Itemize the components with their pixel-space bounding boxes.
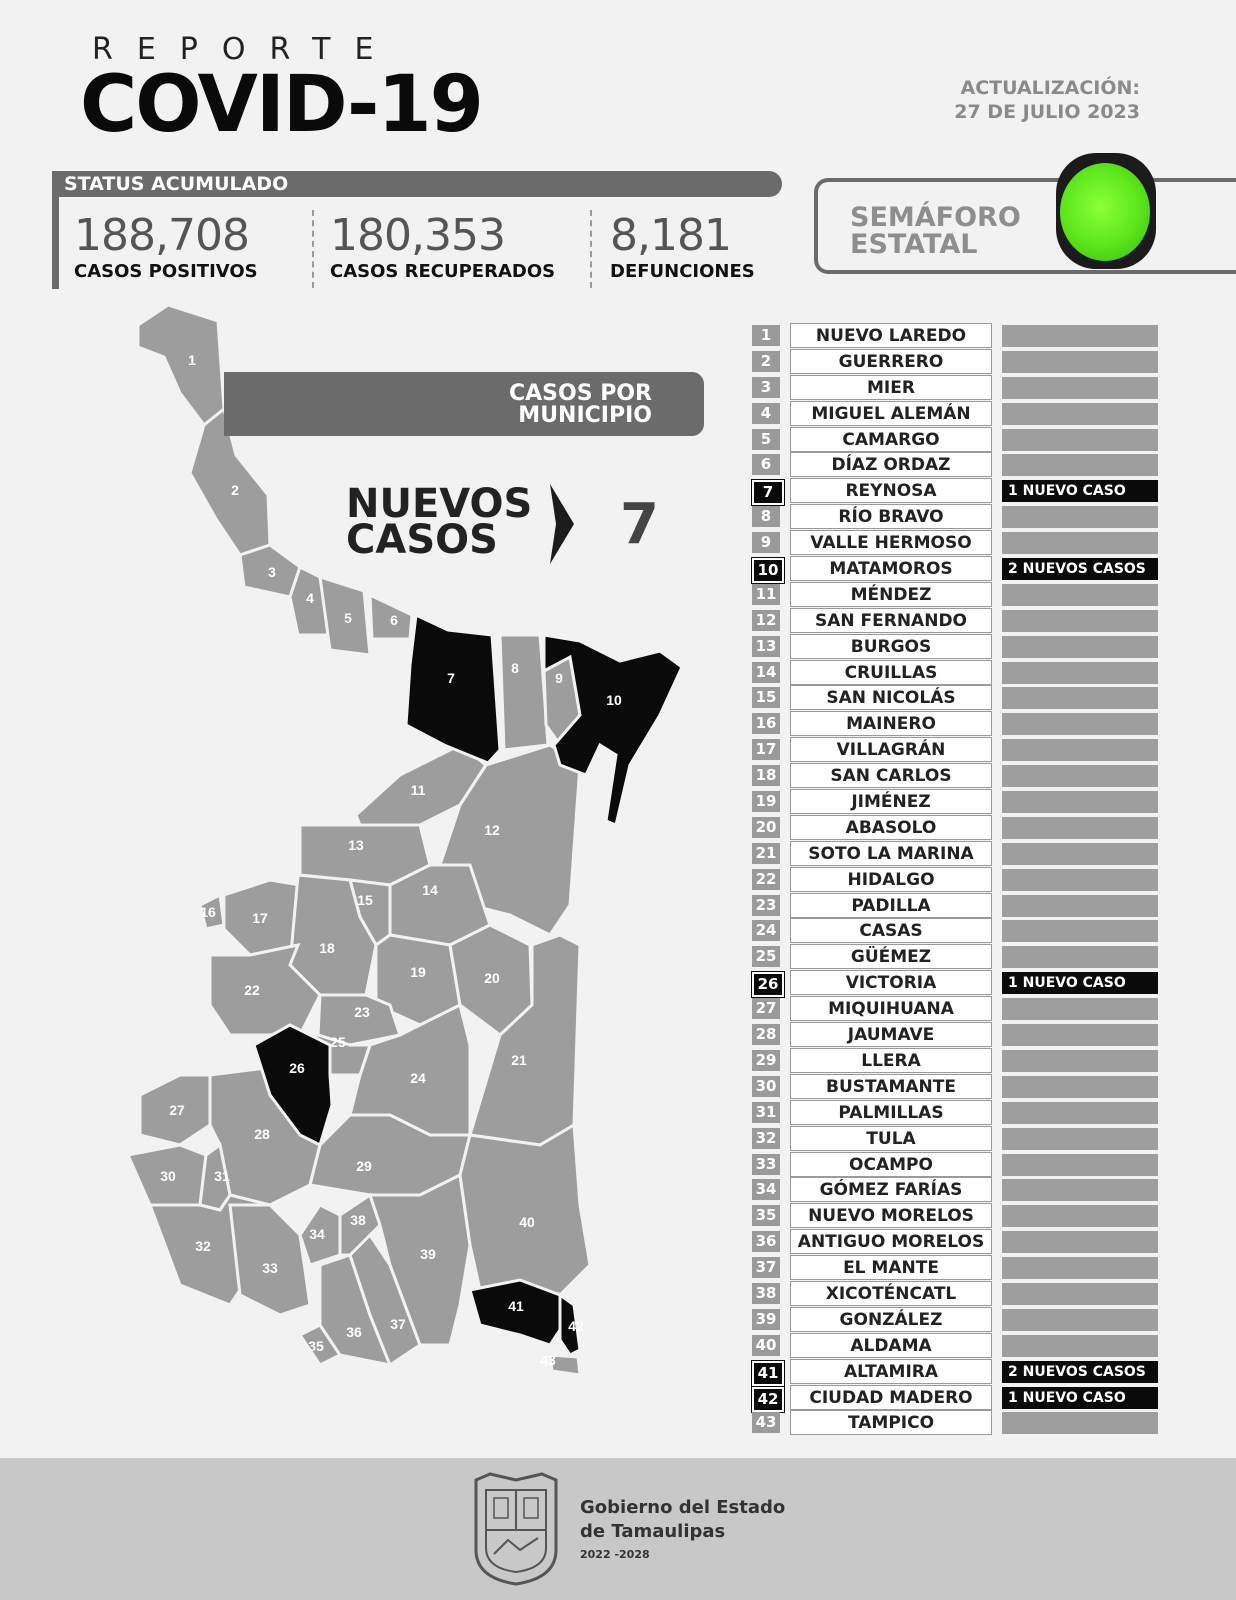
municipio-name: REYNOSA — [790, 478, 992, 503]
map-label-12: 12 — [484, 822, 500, 838]
map-label-34: 34 — [309, 1226, 325, 1242]
semaforo-line2: ESTATAL — [850, 229, 978, 260]
state-seal-icon — [470, 1470, 562, 1588]
municipio-number: 13 — [752, 636, 780, 657]
map-label-27: 27 — [169, 1102, 185, 1118]
map-label-3: 3 — [268, 564, 276, 580]
municipio-name: ABASOLO — [790, 815, 992, 840]
municipio-cases — [1002, 1283, 1158, 1305]
municipio-cases — [1002, 713, 1158, 735]
table-row — [752, 452, 1162, 478]
municipio-cases — [1002, 584, 1158, 606]
municipio-cases: 2 NUEVOS CASOS — [1002, 1361, 1158, 1383]
table-row — [752, 504, 1162, 530]
municipio-name: SAN CARLOS — [790, 763, 992, 788]
table-row — [752, 608, 1162, 634]
map-label-13: 13 — [348, 837, 364, 853]
municipio-cases — [1002, 739, 1158, 761]
municipio-cases — [1002, 1154, 1158, 1176]
municipio-number: 28 — [752, 1024, 780, 1045]
municipio-number: 10 — [752, 558, 784, 583]
municipio-cases — [1002, 946, 1158, 968]
municipio-number: 7 — [752, 480, 784, 505]
municipio-name: TAMPICO — [790, 1410, 992, 1435]
municipio-cases — [1002, 454, 1158, 476]
map-label-31: 31 — [214, 1168, 230, 1184]
nuevos-line2: CASOS — [346, 517, 498, 563]
municipio-name: ALTAMIRA — [790, 1359, 992, 1384]
table-row — [752, 1100, 1162, 1126]
table-row — [752, 530, 1162, 556]
municipio-name: MIER — [790, 375, 992, 400]
municipio-number: 34 — [752, 1179, 780, 1200]
table-row — [752, 1229, 1162, 1255]
map-label-17: 17 — [252, 910, 268, 926]
municipio-number: 31 — [752, 1102, 780, 1123]
municipio-name: LLERA — [790, 1048, 992, 1073]
map-label-35: 35 — [308, 1338, 324, 1354]
municipio-name: CRUILLAS — [790, 660, 992, 685]
table-row — [752, 893, 1162, 919]
table-row — [752, 685, 1162, 711]
municipio-name: PADILLA — [790, 893, 992, 918]
map-label-39: 39 — [420, 1246, 436, 1262]
municipio-cases: 1 NUEVO CASO — [1002, 972, 1158, 994]
stat-defunciones — [610, 210, 755, 282]
municipio-number: 29 — [752, 1050, 780, 1071]
table-row — [752, 323, 1162, 349]
municipio-number: 33 — [752, 1154, 780, 1175]
municipio-number: 3 — [752, 377, 780, 398]
table-row — [752, 1281, 1162, 1307]
table-row — [752, 789, 1162, 815]
tamaulipas-map — [120, 305, 720, 1405]
government-years: 2022 -2028 — [580, 1548, 650, 1561]
municipio-name: GÜÉMEZ — [790, 944, 992, 969]
municipio-name: XICOTÉNCATL — [790, 1281, 992, 1306]
municipio-number: 27 — [752, 998, 780, 1019]
municipio-name: CAMARGO — [790, 427, 992, 452]
municipio-name: MIGUEL ALEMÁN — [790, 401, 992, 426]
map-label-30: 30 — [160, 1168, 176, 1184]
banner-line2: MUNICIPIO — [518, 403, 652, 428]
report-label: REPORTE — [92, 32, 398, 67]
map-label-16: 16 — [200, 904, 216, 920]
stat-defunciones-value: 8,181 — [610, 210, 731, 261]
semaforo-label — [850, 204, 1021, 258]
municipio-cases — [1002, 1231, 1158, 1253]
municipio-cases — [1002, 1257, 1158, 1279]
table-row — [752, 660, 1162, 686]
municipio-cases — [1002, 1102, 1158, 1124]
nuevos-line1: NUEVOS — [346, 481, 533, 527]
municipio-cases — [1002, 662, 1158, 684]
stat-recuperados-value: 180,353 — [330, 210, 505, 261]
stat-defunciones-label: DEFUNCIONES — [610, 261, 755, 282]
municipio-number: 11 — [752, 584, 780, 605]
municipio-cases: 1 NUEVO CASO — [1002, 1387, 1158, 1409]
table-row — [752, 1359, 1162, 1385]
municipio-cases — [1002, 403, 1158, 425]
municipio-name: HIDALGO — [790, 867, 992, 892]
municipio-cases — [1002, 377, 1158, 399]
gov-line1: Gobierno del Estado — [580, 1497, 786, 1518]
map-label-11: 11 — [410, 782, 426, 798]
municipio-number: 26 — [752, 972, 784, 997]
table-row — [752, 1048, 1162, 1074]
table-row — [752, 815, 1162, 841]
table-row — [752, 996, 1162, 1022]
table-row — [752, 401, 1162, 427]
municipio-cases — [1002, 765, 1158, 787]
map-label-2: 2 — [231, 482, 239, 498]
map-label-5: 5 — [344, 610, 352, 626]
municipio-number: 14 — [752, 662, 780, 683]
municipio-number: 5 — [752, 429, 780, 450]
municipio-name: JAUMAVE — [790, 1022, 992, 1047]
municipio-number: 19 — [752, 791, 780, 812]
municipio-name: TULA — [790, 1126, 992, 1151]
municipio-name: ALDAMA — [790, 1333, 992, 1358]
municipio-cases — [1002, 1050, 1158, 1072]
municipio-number: 17 — [752, 739, 780, 760]
municipio-number: 12 — [752, 610, 780, 631]
municipio-number: 32 — [752, 1128, 780, 1149]
map-label-21: 21 — [511, 1052, 527, 1068]
stat-recuperados-label: CASOS RECUPERADOS — [330, 261, 556, 282]
nuevos-casos-label — [346, 481, 533, 563]
municipio-number: 21 — [752, 843, 780, 864]
municipio-name: GUERRERO — [790, 349, 992, 374]
table-row — [752, 1255, 1162, 1281]
municipio-name: EL MANTE — [790, 1255, 992, 1280]
update-info — [954, 76, 1140, 124]
update-date: 27 DE JULIO 2023 — [954, 101, 1140, 123]
map-label-1: 1 — [188, 352, 196, 368]
municipio-cases — [1002, 636, 1158, 658]
map-label-32: 32 — [195, 1238, 211, 1254]
table-row — [752, 1022, 1162, 1048]
map-region-8 — [500, 635, 548, 750]
municipio-cases — [1002, 1412, 1158, 1434]
table-row — [752, 1410, 1162, 1436]
stat-recuperados — [330, 210, 555, 282]
municipio-cases — [1002, 1128, 1158, 1150]
table-row — [752, 763, 1162, 789]
map-label-9: 9 — [555, 670, 563, 686]
municipio-cases — [1002, 895, 1158, 917]
municipio-name: BURGOS — [790, 634, 992, 659]
municipio-number: 30 — [752, 1076, 780, 1097]
table-row — [752, 1307, 1162, 1333]
municipio-number: 4 — [752, 403, 780, 424]
municipio-number: 18 — [752, 765, 780, 786]
municipio-cases — [1002, 610, 1158, 632]
municipio-name: JIMÉNEZ — [790, 789, 992, 814]
stat-positivos-value: 188,708 — [74, 210, 249, 261]
table-row — [752, 1385, 1162, 1411]
map-label-8: 8 — [511, 660, 519, 676]
municipio-number: 16 — [752, 713, 780, 734]
table-row — [752, 556, 1162, 582]
municipio-cases — [1002, 1179, 1158, 1201]
table-row — [752, 634, 1162, 660]
banner-line1: CASOS POR — [509, 381, 652, 406]
municipios-table — [752, 323, 1162, 1436]
municipio-cases — [1002, 998, 1158, 1020]
table-row — [752, 841, 1162, 867]
gov-line2: de Tamaulipas — [580, 1521, 726, 1542]
stat-positivos-label: CASOS POSITIVOS — [74, 261, 258, 282]
municipio-number: 36 — [752, 1231, 780, 1252]
municipio-number: 23 — [752, 895, 780, 916]
map-region-1 — [138, 305, 224, 425]
municipio-name: ANTIGUO MORELOS — [790, 1229, 992, 1254]
government-name — [580, 1496, 785, 1544]
map-label-4: 4 — [306, 590, 314, 606]
table-row — [752, 582, 1162, 608]
municipio-number: 41 — [752, 1361, 784, 1386]
municipio-name: BUSTAMANTE — [790, 1074, 992, 1099]
municipio-cases — [1002, 1076, 1158, 1098]
map-label-40: 40 — [519, 1214, 535, 1230]
table-row — [752, 349, 1162, 375]
municipio-number: 35 — [752, 1205, 780, 1226]
municipio-cases — [1002, 920, 1158, 942]
map-label-24: 24 — [410, 1070, 426, 1086]
municipio-name: DÍAZ ORDAZ — [790, 452, 992, 477]
municipio-name: SOTO LA MARINA — [790, 841, 992, 866]
map-label-37: 37 — [390, 1316, 406, 1332]
municipio-name: CASAS — [790, 918, 992, 943]
table-row — [752, 1333, 1162, 1359]
municipio-cases — [1002, 791, 1158, 813]
municipio-number: 38 — [752, 1283, 780, 1304]
municipio-number: 9 — [752, 532, 780, 553]
map-label-19: 19 — [410, 964, 426, 980]
map-label-36: 36 — [346, 1324, 362, 1340]
table-row — [752, 867, 1162, 893]
municipio-number: 1 — [752, 325, 780, 346]
municipio-cases — [1002, 843, 1158, 865]
municipio-name: SAN FERNANDO — [790, 608, 992, 633]
municipio-number: 25 — [752, 946, 780, 967]
municipio-cases — [1002, 506, 1158, 528]
municipio-number: 2 — [752, 351, 780, 372]
map-label-6: 6 — [390, 612, 398, 628]
municipio-number: 8 — [752, 506, 780, 527]
table-row — [752, 427, 1162, 453]
municipio-name: NUEVO LAREDO — [790, 323, 992, 348]
table-row — [752, 1126, 1162, 1152]
municipio-number: 43 — [752, 1412, 780, 1433]
map-label-41: 41 — [508, 1298, 524, 1314]
municipio-name: NUEVO MORELOS — [790, 1203, 992, 1228]
municipio-cases — [1002, 325, 1158, 347]
map-label-15: 15 — [357, 892, 373, 908]
municipio-name: VICTORIA — [790, 970, 992, 995]
table-row — [752, 1203, 1162, 1229]
table-row — [752, 375, 1162, 401]
municipio-number: 22 — [752, 869, 780, 890]
update-label: ACTUALIZACIÓN: — [960, 77, 1140, 99]
map-label-42: 42 — [568, 1318, 584, 1334]
table-row — [752, 1152, 1162, 1178]
status-bar: STATUS ACUMULADO — [52, 171, 782, 197]
chevron-right-icon — [550, 484, 574, 564]
municipio-name: PALMILLAS — [790, 1100, 992, 1125]
municipio-name: MAINERO — [790, 711, 992, 736]
municipio-name: SAN NICOLÁS — [790, 685, 992, 710]
municipio-name: GONZÁLEZ — [790, 1307, 992, 1332]
table-row — [752, 711, 1162, 737]
municipio-name: RÍO BRAVO — [790, 504, 992, 529]
map-label-22: 22 — [244, 982, 260, 998]
municipio-name: GÓMEZ FARÍAS — [790, 1177, 992, 1202]
traffic-light-green-icon — [1060, 163, 1150, 261]
map-label-10: 10 — [606, 692, 622, 708]
map-label-20: 20 — [484, 970, 500, 986]
table-row — [752, 918, 1162, 944]
municipio-number: 15 — [752, 687, 780, 708]
casos-por-municipio-banner — [224, 372, 704, 436]
municipio-cases — [1002, 532, 1158, 554]
map-label-14: 14 — [422, 882, 438, 898]
municipio-number: 37 — [752, 1257, 780, 1278]
municipio-cases — [1002, 817, 1158, 839]
municipio-cases — [1002, 351, 1158, 373]
stat-divider — [312, 210, 314, 288]
municipio-number: 42 — [752, 1387, 784, 1412]
municipio-name: MATAMOROS — [790, 556, 992, 581]
map-label-38: 38 — [350, 1212, 366, 1228]
table-row — [752, 970, 1162, 996]
municipio-cases — [1002, 1309, 1158, 1331]
municipio-name: OCAMPO — [790, 1152, 992, 1177]
municipio-number: 6 — [752, 454, 780, 475]
map-label-28: 28 — [254, 1126, 270, 1142]
table-row — [752, 944, 1162, 970]
municipio-number: 24 — [752, 920, 780, 941]
table-row — [752, 478, 1162, 504]
page-title: COVID-19 — [80, 60, 482, 150]
stat-positivos — [74, 210, 258, 282]
semaforo-line1: SEMÁFORO — [850, 202, 1021, 233]
municipio-cases — [1002, 1205, 1158, 1227]
municipio-name: MÉNDEZ — [790, 582, 992, 607]
map-label-26: 26 — [289, 1060, 305, 1076]
municipio-cases — [1002, 1335, 1158, 1357]
municipio-cases — [1002, 1024, 1158, 1046]
map-region-40 — [460, 1125, 590, 1295]
municipio-name: CIUDAD MADERO — [790, 1385, 992, 1410]
stat-divider — [590, 210, 592, 288]
map-label-29: 29 — [356, 1158, 372, 1174]
municipio-cases — [1002, 429, 1158, 451]
municipio-number: 39 — [752, 1309, 780, 1330]
map-label-23: 23 — [354, 1004, 370, 1020]
map-region-7 — [406, 615, 500, 763]
table-row — [752, 1074, 1162, 1100]
municipio-cases — [1002, 869, 1158, 891]
municipio-number: 20 — [752, 817, 780, 838]
table-row — [752, 737, 1162, 763]
table-row — [752, 1177, 1162, 1203]
map-label-7: 7 — [447, 670, 455, 686]
map-label-18: 18 — [319, 940, 335, 956]
municipio-name: VALLE HERMOSO — [790, 530, 992, 555]
map-label-43: 43 — [540, 1352, 556, 1368]
municipio-number: 40 — [752, 1335, 780, 1356]
municipio-name: MIQUIHUANA — [790, 996, 992, 1021]
municipio-cases — [1002, 687, 1158, 709]
map-label-33: 33 — [262, 1260, 278, 1276]
municipio-name: VILLAGRÁN — [790, 737, 992, 762]
municipio-cases: 2 NUEVOS CASOS — [1002, 558, 1158, 580]
municipio-cases: 1 NUEVO CASO — [1002, 480, 1158, 502]
nuevos-casos-count: 7 — [620, 492, 659, 557]
map-label-25: 25 — [330, 1034, 346, 1050]
